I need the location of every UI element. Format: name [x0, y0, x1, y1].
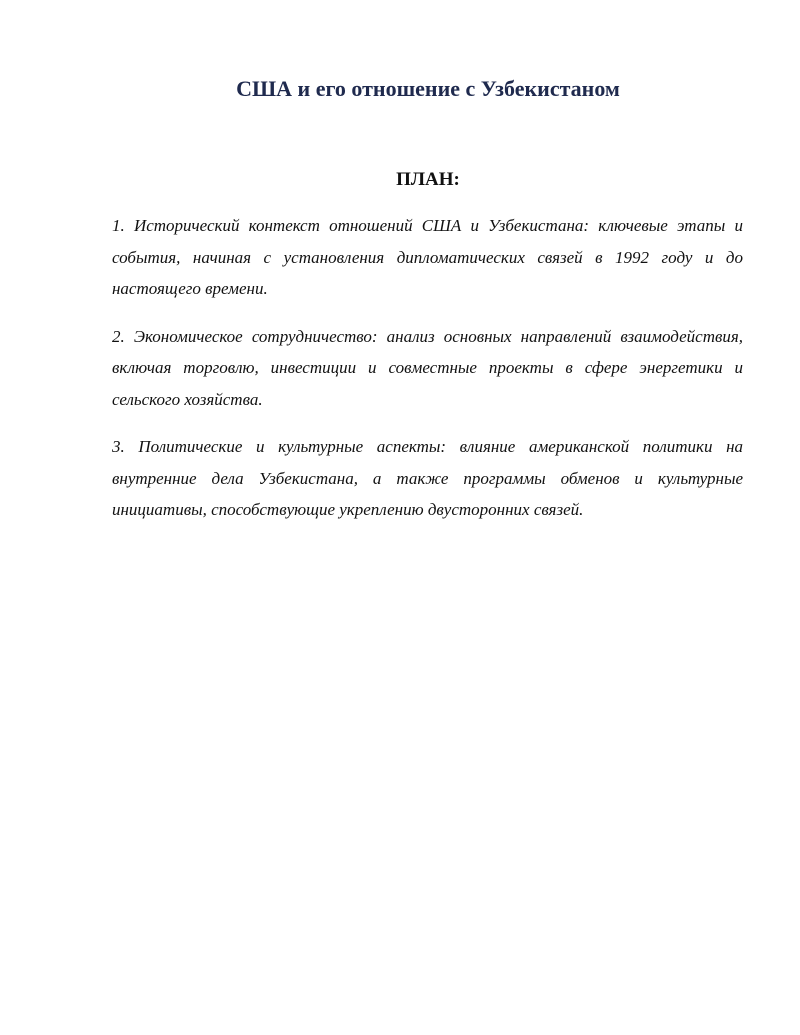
plan-item-economic-cooperation: 2. Экономическое сотрудничество: анализ основных направлений взаимодействия, включая торговлю, инвестиции и совместные проекты в сфере энергетики и сельского хозяйства.: [112, 326, 743, 409]
plan-heading: ПЛАН:: [396, 169, 460, 190]
plan-item-political-cultural-aspects: 3. Политические и культурные аспекты: влияние американской политики на внутренние дела Узбекистана, а также программы обменов и культурные инициативы, способствующие укреплению двусторонних связей.: [112, 437, 743, 519]
plan-list: [112, 210, 743, 542]
document-title: США и его отношение с Узбекистаном: [236, 76, 620, 101]
plan-item-historical-context: 1. Исторический контекст отношений США и Узбекистана: ключевые этапы и события, начиная с установления дипломатических связей в 1992 году и до настоящего времени.: [112, 216, 743, 298]
